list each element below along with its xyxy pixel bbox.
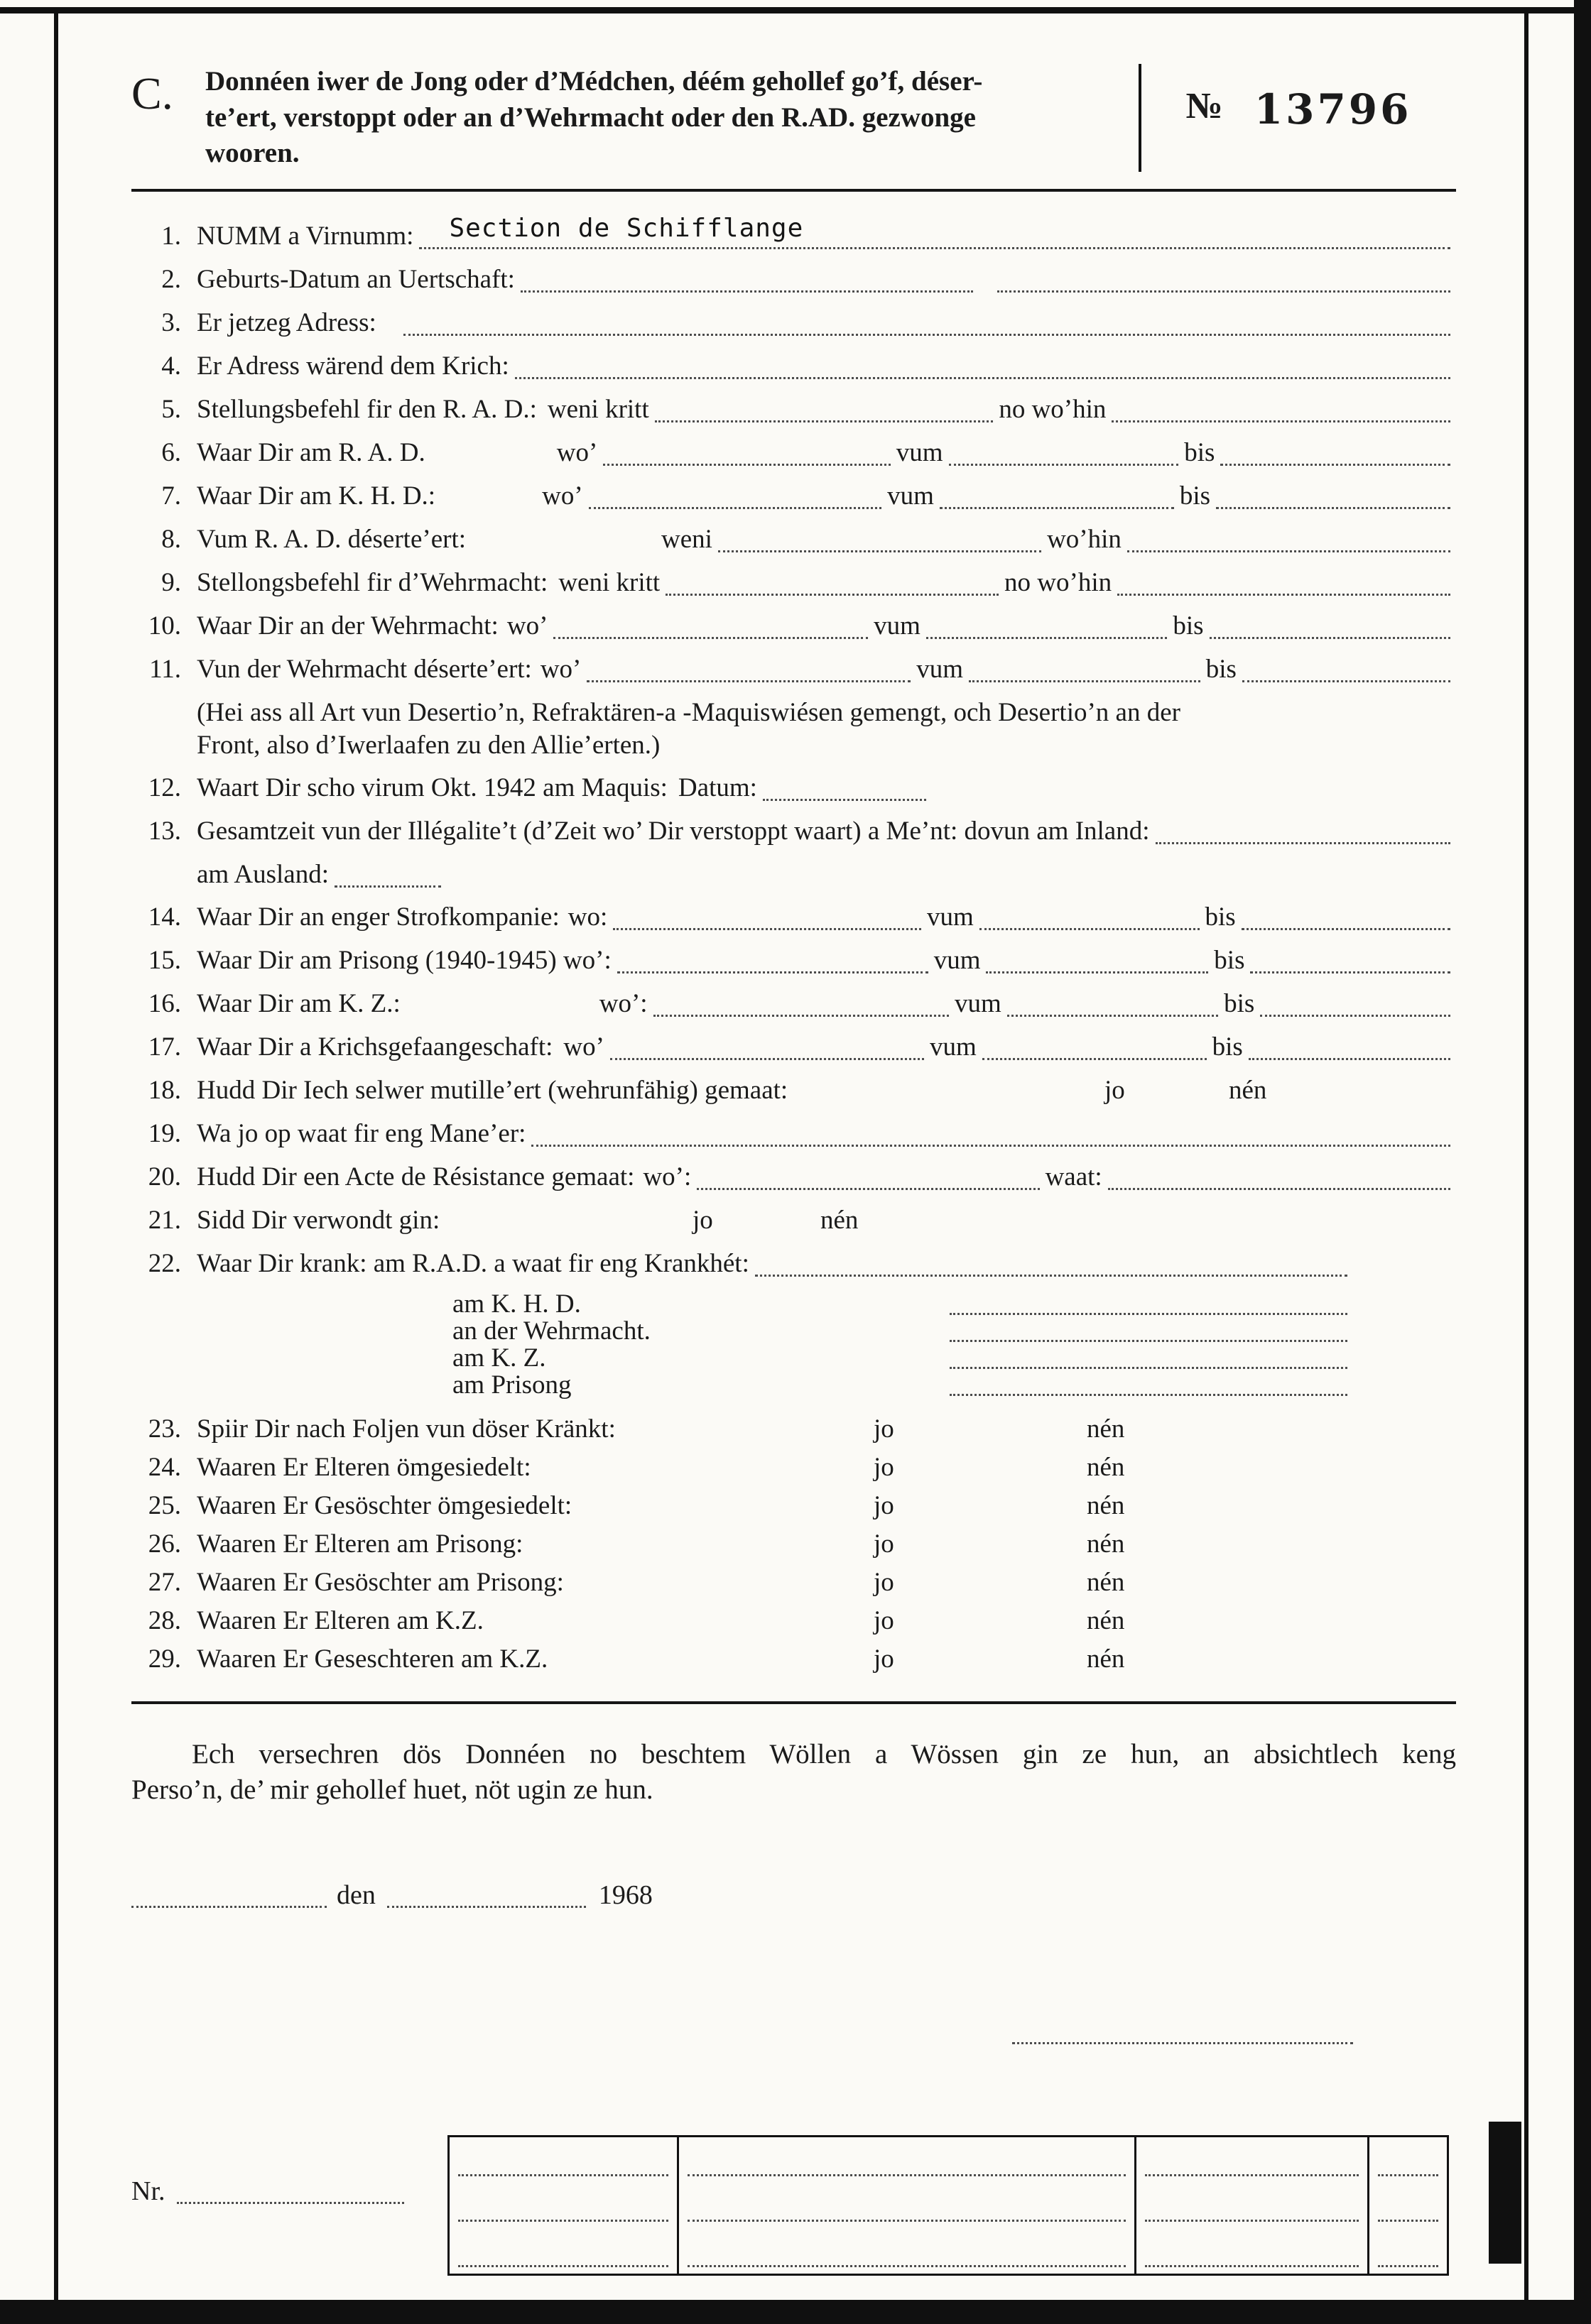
table-fill-line	[683, 2137, 1130, 2183]
form-item	[131, 858, 1456, 891]
spacer	[447, 890, 1456, 891]
field-label: Waar Dir am Prisong (1940-1945) wo’:	[197, 946, 612, 976]
item-number: 9.	[161, 568, 181, 598]
table-cell	[677, 2137, 1134, 2274]
table-cell	[1134, 2137, 1367, 2274]
dotted-fill-line	[1242, 904, 1450, 930]
dotted-fill-line	[718, 526, 1041, 552]
answer-option: jo	[1104, 1076, 1125, 1106]
field-label: Waar Dir a Krichsgefaangeschaft:	[197, 1032, 553, 1062]
form-item	[131, 307, 1456, 339]
answer-option: nén	[1087, 1414, 1125, 1444]
item-number: 29.	[148, 1644, 181, 1674]
answer-option: jo	[874, 1568, 894, 1598]
page-frame-right	[1524, 7, 1528, 2303]
form-item	[131, 263, 1456, 296]
field-label: am Prisong	[452, 1370, 572, 1400]
field-label: Waar Dir an der Wehrmacht:	[197, 611, 499, 641]
declaration-line-2: Perso’n, de’ mir gehollef huet, nöt ugin ze hun.	[131, 1774, 653, 1806]
spacer	[532, 685, 541, 686]
item-line	[197, 1074, 1456, 1107]
item-number: 13.	[148, 817, 181, 846]
dotted-fill-line	[1249, 1034, 1450, 1060]
item-number: 1.	[161, 222, 181, 251]
field-label: (Hei ass all Art vun Desertio’n, Refraktären-a -Maquiswiésen gemengt, och Desertio’n an der	[197, 698, 1180, 728]
field-label: Hudd Dir een Acte de Résistance gemaat:	[197, 1162, 635, 1192]
item-line	[197, 437, 1456, 469]
field-label: wo’	[542, 481, 583, 511]
field-label: Waaren Er Gesöschter ömgesiedelt:	[197, 1491, 572, 1521]
field-label: Waar Dir am R. A. D.	[197, 438, 425, 468]
item-number: 16.	[148, 989, 181, 1019]
dotted-fill-line	[655, 396, 994, 422]
dotted-fill-line	[653, 991, 949, 1017]
field-label: Gesamtzeit vun der Illégalite’t (d’Zeit wo’ Dir verstoppt waart) a Me’nt: dovun am Inland:	[197, 817, 1150, 846]
item-number: 8.	[161, 525, 181, 555]
form-item	[131, 523, 1456, 556]
field-label: Waar Dir an enger Strofkompanie:	[197, 902, 560, 932]
item-line	[197, 1204, 1456, 1237]
dotted-fill-line	[986, 947, 1208, 973]
item-line	[197, 610, 1456, 643]
form-content	[131, 28, 1456, 2276]
field-label: no wo’hin	[1004, 568, 1112, 598]
dotted-fill-line	[940, 483, 1174, 509]
dotted-fill-line	[763, 775, 926, 801]
item-number: 19.	[148, 1119, 181, 1149]
dotted-fill-line	[926, 613, 1167, 639]
spacer	[634, 1193, 643, 1194]
form-item	[131, 1643, 1456, 1676]
item-line	[197, 653, 1456, 686]
nr-label: Nr.	[131, 2176, 165, 2207]
spacer	[537, 425, 548, 426]
item-line	[197, 480, 1456, 513]
form-item	[131, 729, 1456, 762]
field-label: bis	[1224, 989, 1255, 1019]
header-description	[205, 64, 1127, 172]
item-number: 5.	[161, 395, 181, 425]
form-item	[131, 437, 1456, 469]
form-item	[131, 1345, 1456, 1372]
answer-option: nén	[1087, 1529, 1125, 1559]
answer-option: jo	[874, 1491, 894, 1521]
field-label: Vum R. A. D. déserte’ert:	[197, 525, 466, 555]
field-label: bis	[1205, 902, 1236, 932]
field-label: Waart Dir scho virum Okt. 1942 am Maquis:	[197, 773, 668, 803]
item-line	[197, 772, 1456, 804]
form-item	[131, 653, 1456, 686]
text-line: Donnéen iwer de Jong oder d’Médchen, déém gehollef go’f, déser-	[205, 66, 983, 97]
field-label: Stellungsbefehl fir den R. A. D.:	[197, 395, 537, 425]
dotted-fill-line	[553, 613, 868, 639]
form-item	[131, 697, 1456, 729]
spacer	[572, 1398, 944, 1399]
form-item	[131, 815, 1456, 848]
spacer	[1353, 1398, 1456, 1399]
form-items	[131, 214, 1456, 1676]
form-item	[131, 901, 1456, 934]
item-number: 4.	[161, 351, 181, 381]
dotted-fill-line	[587, 656, 911, 682]
form-header	[131, 64, 1456, 172]
form-item	[131, 1204, 1456, 1237]
dotted-fill-line	[1108, 1164, 1450, 1190]
year-label: 1968	[598, 1880, 653, 1911]
item-number: 2.	[161, 265, 181, 295]
dotted-fill-line	[1117, 569, 1450, 596]
table-fill-line	[1374, 2183, 1443, 2228]
form-item	[131, 1605, 1456, 1637]
table-fill-line	[454, 2137, 673, 2183]
dotted-fill-line	[666, 569, 999, 596]
table-fill-line	[683, 2183, 1130, 2228]
item-line	[197, 1118, 1456, 1150]
table-fill-line	[1374, 2137, 1443, 2183]
item-number: 20.	[148, 1162, 181, 1192]
signature-fill-line	[1012, 2018, 1353, 2044]
item-line	[197, 567, 1456, 599]
dotted-fill-line	[950, 1347, 1347, 1369]
item-number: 28.	[148, 1606, 181, 1636]
nr-fill-line	[177, 2178, 404, 2204]
form-number-box	[1141, 64, 1456, 172]
field-label: Front, also d’Iwerlaafen zu den Allie’erten.)	[197, 731, 661, 760]
answer-option: jo	[874, 1644, 894, 1674]
field-label: bis	[1184, 438, 1215, 468]
form-item	[131, 988, 1456, 1020]
item-line	[197, 1643, 1456, 1676]
page-frame-bottom	[0, 2300, 1591, 2324]
dotted-fill-line	[403, 310, 1450, 336]
table-fill-line	[1141, 2137, 1363, 2183]
field-label: Geburts-Datum an Uertschaft:	[197, 265, 515, 295]
spacer	[560, 933, 568, 934]
item-line	[197, 1318, 1456, 1345]
form-number-value: 13796	[1254, 85, 1412, 133]
nr-row	[131, 2175, 447, 2208]
dotted-fill-line	[1242, 656, 1450, 682]
field-label: wo:	[568, 902, 608, 932]
item-line	[197, 901, 1456, 934]
dotted-fill-line	[950, 1374, 1347, 1396]
answer-option: nén	[1229, 1076, 1267, 1106]
field-label: vum	[926, 902, 974, 932]
item-number: 10.	[148, 611, 181, 641]
item-number: 11.	[149, 655, 181, 684]
item-line	[197, 1161, 1456, 1194]
field-label: NUMM a Virnumm:	[197, 222, 414, 251]
text-line: wooren.	[205, 138, 300, 169]
form-item	[131, 480, 1456, 513]
answer-option: nén	[1087, 1644, 1125, 1674]
item-line	[197, 1451, 1456, 1484]
field-label: vum	[930, 1032, 977, 1062]
field-label: Er jetzeg Adress:	[197, 308, 376, 338]
section-rule	[131, 1701, 1456, 1704]
dotted-fill-line	[1260, 991, 1450, 1017]
field-label: wo’:	[643, 1162, 692, 1192]
date-fill-line	[387, 1882, 586, 1908]
item-line	[197, 944, 1456, 977]
dotted-fill-line	[950, 1320, 1347, 1342]
form-item	[131, 1490, 1456, 1522]
field-label: bis	[1179, 481, 1211, 511]
field-label: Waaren Er Elteren am Prisong:	[197, 1529, 523, 1559]
typed-entry: Section de Schifflange	[449, 214, 804, 244]
field-label: Waar Dir am K. Z.:	[197, 989, 401, 1019]
item-number: 26.	[148, 1529, 181, 1559]
item-number: 22.	[148, 1249, 181, 1279]
item-line	[197, 350, 1456, 383]
header-rule	[131, 189, 1456, 192]
item-line	[197, 858, 1456, 891]
dotted-fill-line	[755, 1250, 1347, 1277]
dotted-fill-line	[1127, 526, 1450, 552]
answer-option: jo	[874, 1453, 894, 1483]
item-number: 12.	[148, 773, 181, 803]
item-number: 3.	[161, 308, 181, 338]
field-label: weni kritt	[558, 568, 661, 598]
field-label: Datum:	[678, 773, 757, 803]
date-line	[131, 1879, 1456, 1911]
table-cell	[1367, 2137, 1447, 2274]
dotted-fill-line	[613, 904, 921, 930]
dotted-fill-line	[1210, 613, 1450, 639]
table-fill-line	[683, 2228, 1130, 2274]
field-label: Waaren Er Elteren am K.Z.	[197, 1606, 484, 1636]
item-number: 17.	[148, 1032, 181, 1062]
dotted-fill-line	[521, 266, 974, 293]
item-line	[197, 815, 1456, 848]
form-item	[131, 772, 1456, 804]
field-label: Waaren Er Gesöschter am Prisong:	[197, 1568, 564, 1598]
field-label: Sidd Dir verwondt gin:	[197, 1206, 440, 1235]
form-item	[131, 1318, 1456, 1345]
numero-symbol: №	[1185, 86, 1223, 126]
dotted-fill-line	[997, 266, 1450, 293]
field-label: no wo’hin	[999, 395, 1107, 425]
form-item	[131, 1248, 1456, 1280]
item-line	[197, 307, 1456, 339]
item-number: 23.	[148, 1414, 181, 1444]
answer-option: jo	[874, 1414, 894, 1444]
answer-option: nén	[1087, 1453, 1125, 1483]
dotted-fill-line	[1007, 991, 1218, 1017]
item-line	[197, 1372, 1456, 1399]
field-label: am K. Z.	[452, 1343, 546, 1373]
bottom-table	[447, 2135, 1449, 2276]
table-fill-line	[1141, 2228, 1363, 2274]
form-item	[131, 350, 1456, 383]
answer-option: nén	[1087, 1606, 1125, 1636]
dotted-fill-line	[419, 214, 1450, 249]
table-fill-line	[454, 2183, 673, 2228]
dotted-fill-line	[589, 483, 881, 509]
field-label: Waar Dir krank: am R.A.D. a waat fir eng Krankhét:	[197, 1249, 749, 1279]
item-line	[197, 729, 1456, 762]
item-line	[197, 263, 1456, 296]
table-fill-line	[1141, 2183, 1363, 2228]
item-line	[197, 1605, 1456, 1637]
field-label: bis	[1212, 1032, 1243, 1062]
form-item	[131, 1528, 1456, 1561]
item-line	[197, 1528, 1456, 1561]
dotted-fill-line	[610, 1034, 924, 1060]
section-letter: C.	[131, 68, 173, 119]
field-label: wo’hin	[1047, 525, 1122, 555]
dotted-fill-line	[1156, 818, 1450, 844]
field-label: bis	[1214, 946, 1245, 976]
item-line	[197, 214, 1456, 253]
spacer	[499, 642, 507, 643]
field-label: vum	[933, 946, 981, 976]
item-number: 21.	[148, 1206, 181, 1235]
spacer	[979, 295, 992, 296]
item-line	[197, 1031, 1456, 1064]
form-item	[131, 1074, 1456, 1107]
field-label: vum	[954, 989, 1001, 1019]
form-item	[131, 393, 1456, 426]
field-label: vum	[874, 611, 921, 641]
field-label: wo’	[556, 438, 598, 468]
signature-row	[131, 2018, 1456, 2044]
form-item	[131, 1372, 1456, 1399]
item-number: 6.	[161, 438, 181, 468]
item-line	[197, 1413, 1456, 1446]
field-label: Spiir Dir nach Foljen vun döser Kränkt:	[197, 1414, 616, 1444]
dotted-fill-line	[1220, 440, 1450, 466]
field-label: bis	[1205, 655, 1237, 684]
field-label: wo’:	[599, 989, 648, 1019]
item-line	[197, 988, 1456, 1020]
form-item	[131, 1161, 1456, 1194]
field-label: Hudd Dir Iech selwer mutille’ert (wehrunfähig) gemaat:	[197, 1076, 788, 1106]
dotted-fill-line	[335, 861, 441, 888]
item-number: 24.	[148, 1453, 181, 1483]
item-line	[197, 697, 1456, 729]
dotted-fill-line	[982, 1034, 1207, 1060]
form-item	[131, 1031, 1456, 1064]
table-cell	[450, 2137, 677, 2274]
item-line	[197, 1566, 1456, 1599]
form-item	[131, 1566, 1456, 1599]
dotted-fill-line	[603, 440, 891, 466]
den-label: den	[337, 1880, 376, 1911]
field-label: vum	[887, 481, 934, 511]
scan-edge-right	[1574, 0, 1591, 2324]
field-label: Waar Dir am K. H. D.:	[197, 481, 436, 511]
declaration-paragraph	[131, 1737, 1456, 1808]
field-label: Waaren Er Elteren ömgesiedelt:	[197, 1453, 531, 1483]
field-label: weni	[661, 525, 712, 555]
dotted-fill-line	[969, 656, 1200, 682]
form-item	[131, 1451, 1456, 1484]
footer-section	[131, 2135, 1456, 2276]
place-fill-line	[131, 1882, 327, 1908]
field-label: vum	[916, 655, 964, 684]
form-item	[131, 610, 1456, 643]
field-label: waat:	[1045, 1162, 1102, 1192]
dotted-fill-line	[950, 1293, 1347, 1315]
dotted-fill-line	[697, 1164, 1039, 1190]
dotted-fill-line	[1250, 947, 1450, 973]
form-item	[131, 214, 1456, 253]
dotted-fill-line	[617, 947, 928, 973]
form-item	[131, 944, 1456, 977]
item-number: 7.	[161, 481, 181, 511]
table-fill-line	[1374, 2228, 1443, 2274]
item-number: 15.	[148, 946, 181, 976]
item-line	[197, 1291, 1456, 1318]
dotted-fill-line	[1112, 396, 1450, 422]
field-label: am K. H. D.	[452, 1289, 581, 1319]
item-line	[197, 393, 1456, 426]
spacer	[466, 555, 661, 556]
item-number: 18.	[148, 1076, 181, 1106]
answer-option: jo	[874, 1529, 894, 1559]
field-label: wo’	[563, 1032, 604, 1062]
item-line	[197, 1345, 1456, 1372]
form-item	[131, 1118, 1456, 1150]
item-number: 27.	[148, 1568, 181, 1598]
field-label: am Ausland:	[197, 860, 330, 890]
field-label: wo’	[540, 655, 582, 684]
answer-option: nén	[820, 1206, 859, 1235]
field-label: an der Wehrmacht.	[452, 1316, 651, 1346]
answer-option: nén	[1087, 1568, 1125, 1598]
field-label: weni kritt	[547, 395, 649, 425]
spacer	[435, 512, 542, 513]
spacer	[197, 1398, 452, 1399]
item-line	[197, 523, 1456, 556]
dotted-fill-line	[1216, 483, 1450, 509]
item-line	[197, 1248, 1456, 1280]
field-label: vum	[896, 438, 943, 468]
answer-option: jo	[874, 1606, 894, 1636]
field-label: Er Adress wärend dem Krich:	[197, 351, 509, 381]
spacer	[553, 1063, 563, 1064]
dotted-fill-line	[949, 440, 1179, 466]
table-fill-line	[454, 2228, 673, 2274]
text-line: te’ert, verstoppt oder an d’Wehrmacht oder den R.AD. gezwonge	[205, 102, 976, 133]
field-label: bis	[1173, 611, 1204, 641]
item-line	[197, 1490, 1456, 1522]
form-item	[131, 1413, 1456, 1446]
dotted-fill-line	[515, 353, 1450, 379]
page-frame-top	[0, 7, 1591, 13]
dotted-fill-line	[979, 904, 1200, 930]
declaration-line-1: Ech versechren dös Donnéen no beschtem Wöllen a Wössen gin ze hun, an absichtlech keng	[192, 1739, 1456, 1770]
scan-mark	[1489, 2122, 1521, 2264]
form-item	[131, 567, 1456, 599]
field-label: Wa jo op waat fir eng Mane’er:	[197, 1119, 526, 1149]
field-label: Stellongsbefehl fir d’Wehrmacht:	[197, 568, 548, 598]
field-label: Vun der Wehrmacht déserte’ert:	[197, 655, 532, 684]
field-label: Waaren Er Geseschteren am K.Z.	[197, 1644, 548, 1674]
field-label: wo’	[506, 611, 548, 641]
page-frame-left	[54, 7, 58, 2303]
answer-option: jo	[693, 1206, 713, 1235]
answer-option: nén	[1087, 1491, 1125, 1521]
item-number: 25.	[148, 1491, 181, 1521]
form-item	[131, 1291, 1456, 1318]
item-number: 14.	[148, 902, 181, 932]
dotted-fill-line	[531, 1120, 1450, 1147]
